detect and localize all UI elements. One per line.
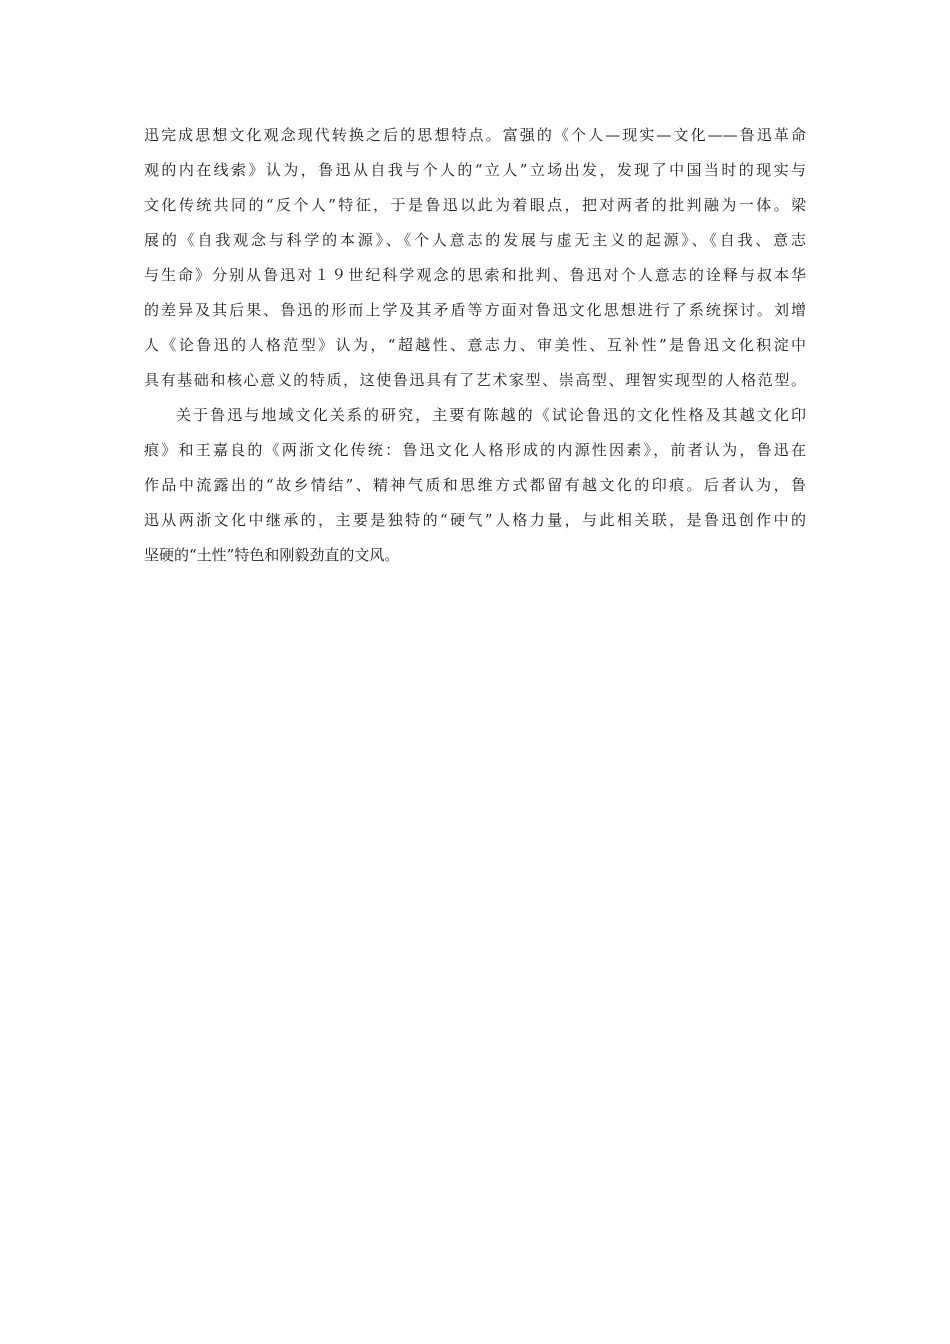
text-line: 迅从两浙文化中继承的，主要是独特的“硬气”人格力量，与此相关联，是鲁迅创作中的 (144, 511, 806, 529)
text-line: 关于鲁迅与地域文化关系的研究，主要有陈越的《试论鲁迅的文化性格及其越文化印 (176, 406, 806, 424)
text-line: 迅完成思想文化观念现代转换之后的思想特点。富强的《个人—现实—文化——鲁迅革命 (144, 126, 806, 144)
paragraph (144, 398, 806, 573)
text-line: 与生命》分别从鲁迅对１９世纪科学观念的思索和批判、鲁迅对个人意志的诠释与叔本华 (144, 266, 806, 284)
text-line: 痕》和王嘉良的《两浙文化传统：鲁迅文化人格形成的内源性因素》，前者认为，鲁迅在 (144, 441, 806, 459)
text-line: 作品中流露出的“故乡情结”、精神气质和思维方式都留有越文化的印痕。后者认为，鲁 (144, 476, 806, 494)
text-line: 的差异及其后果、鲁迅的形而上学及其矛盾等方面对鲁迅文化思想进行了系统探讨。刘增 (144, 301, 806, 319)
body-text (144, 118, 806, 573)
text-line: 观的内在线索》认为，鲁迅从自我与个人的“立人”立场出发，发现了中国当时的现实与 (144, 161, 806, 179)
paragraph (144, 118, 806, 398)
text-line: 展的《自我观念与科学的本源》、《个人意志的发展与虚无主义的起源》、《自我、意志 (144, 231, 806, 249)
text-line: 具有基础和核心意义的特质，这使鲁迅具有了艺术家型、崇高型、理智实现型的人格范型。 (144, 371, 806, 389)
text-line: 坚硬的“土性”特色和刚毅劲直的文风。 (144, 546, 400, 564)
text-line: 人《论鲁迅的人格范型》认为，“超越性、意志力、审美性、互补性”是鲁迅文化积淀中 (144, 336, 806, 354)
text-line: 文化传统共同的“反个人”特征，于是鲁迅以此为着眼点，把对两者的批判融为一体。梁 (144, 196, 806, 214)
